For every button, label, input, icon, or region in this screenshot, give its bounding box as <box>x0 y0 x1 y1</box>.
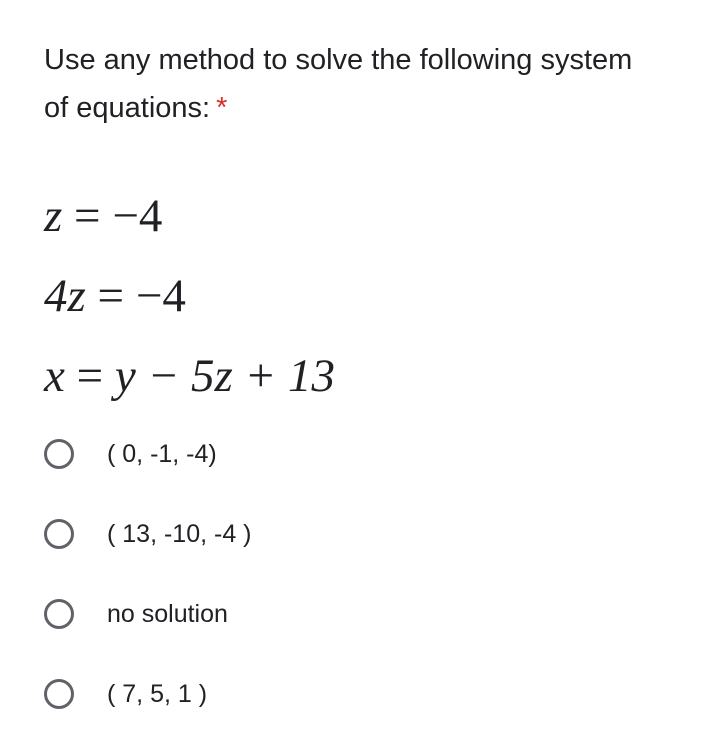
option-label[interactable]: ( 13, -10, -4 ) <box>107 519 252 548</box>
equation-2-lhs: 4z <box>44 270 86 322</box>
option-label[interactable]: no solution <box>107 599 228 628</box>
radio-button[interactable] <box>44 679 74 709</box>
equation-3-rhs: y − 5z + 13 <box>114 350 335 402</box>
radio-button[interactable] <box>44 439 74 469</box>
equation-1 <box>44 176 335 256</box>
option-3[interactable] <box>44 574 252 654</box>
answer-options <box>44 414 252 734</box>
equation-1-rhs: −4 <box>112 190 163 242</box>
option-label[interactable]: ( 0, -1, -4) <box>107 439 217 468</box>
option-4[interactable] <box>44 654 252 734</box>
equation-1-lhs: z <box>44 190 63 242</box>
equation-list <box>44 176 335 416</box>
equation-2 <box>44 256 335 336</box>
equals-sign: = <box>74 190 101 242</box>
option-2[interactable] <box>44 494 252 574</box>
required-marker: * <box>216 92 228 124</box>
equation-3-lhs: x <box>44 350 65 402</box>
equals-sign: = <box>97 270 125 322</box>
question-text: Use any method to solve the following system of equations: <box>44 44 633 124</box>
equation-3 <box>44 336 335 416</box>
radio-button[interactable] <box>44 599 74 629</box>
equals-sign: = <box>76 350 104 402</box>
option-label[interactable]: ( 7, 5, 1 ) <box>107 679 208 708</box>
radio-button[interactable] <box>44 519 74 549</box>
question-title <box>44 36 664 132</box>
option-1[interactable] <box>44 414 252 494</box>
equation-2-rhs: −4 <box>135 270 186 322</box>
